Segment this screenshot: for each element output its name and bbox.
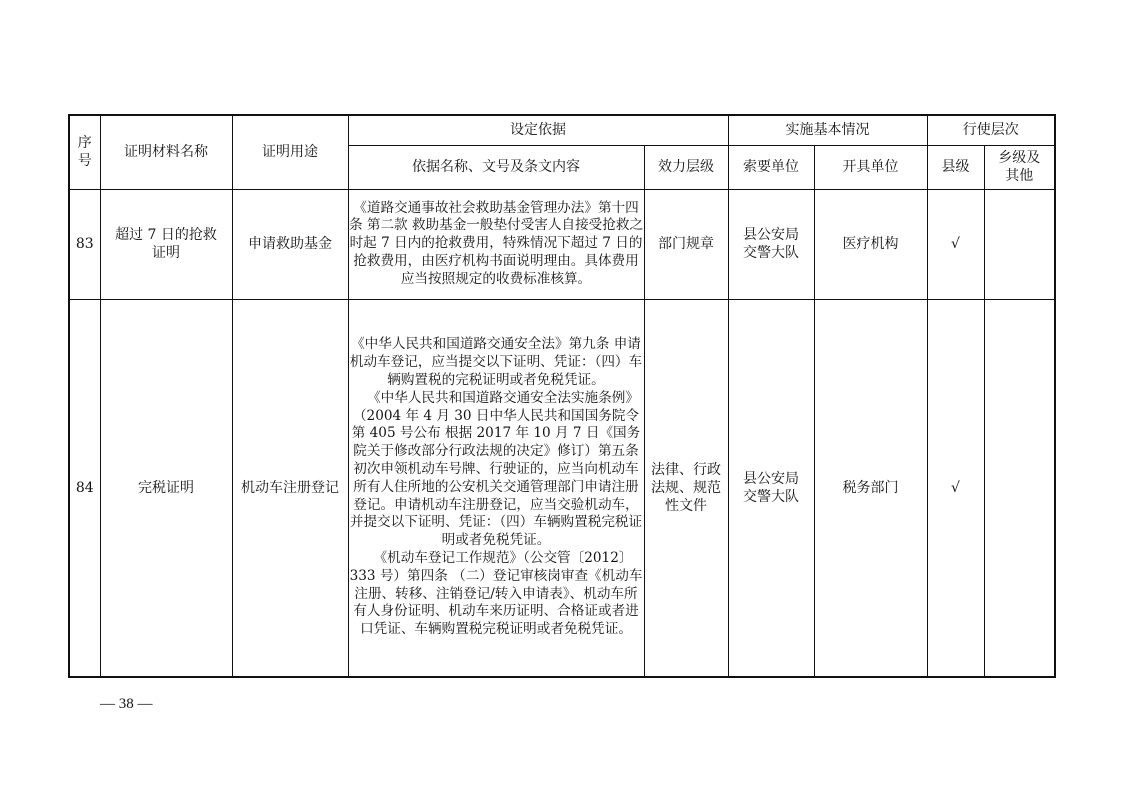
row-requesting-unit: 县公安局交警大队 [728, 299, 814, 677]
header-name: 证明材料名称 [100, 115, 232, 189]
row-basis [348, 189, 644, 299]
basis-paragraph: 《道路交通事故社会救助基金管理办法》第十四条 第二款 救助基金一般垫付受害人自接受抢救之时起 7 日内的抢救费用，特殊情况下超过 7 日的抢救费用，由医疗机构书面说明理由。具体费用应当按照规定的收费标准核算。 [348, 199, 644, 287]
header-level-group: 行使层次 [927, 115, 1055, 145]
header-issuing-unit: 开具单位 [814, 145, 927, 189]
row-issuing-unit: 医疗机构 [814, 189, 927, 299]
row-name: 超过 7 日的抢救证明 [100, 189, 232, 299]
table-row [69, 299, 1055, 677]
row-township [984, 189, 1055, 299]
header-basis-group: 设定依据 [348, 115, 728, 145]
row-county-check: √ [927, 299, 984, 677]
header-township: 乡级及其他 [984, 145, 1055, 189]
table-row [69, 189, 1055, 299]
row-county-check: √ [927, 189, 984, 299]
row-issuing-unit: 税务部门 [814, 299, 927, 677]
row-force-level: 法律、行政法规、规范性文件 [644, 299, 728, 677]
certificate-table [68, 114, 1056, 678]
header-requesting-unit: 索要单位 [728, 145, 814, 189]
row-force-level: 部门规章 [644, 189, 728, 299]
row-requesting-unit: 县公安局交警大队 [728, 189, 814, 299]
row-basis [348, 299, 644, 677]
basis-paragraph: 《中华人民共和国道路交通安全法》第九条 申请机动车登记，应当提交以下证明、凭证：（四）车辆购置税的完税证明或者免税凭证。 [349, 336, 643, 389]
header-basis-content: 依据名称、文号及条文内容 [348, 145, 644, 189]
basis-paragraph: 《中华人民共和国道路交通安全法实施条例》（2004 年 4 月 30 日中华人民共和国国务院令第 405 号公布 根据 2017 年 10 月 7 日《国务院关于修改部分行政法规的决定》修订）第五条 初次申领机动车号牌、行驶证的，应当向机动车所有人住所地的公安机关交通管理部门申请注册登记。申请机动车注册登记，应当交验机动车，并提交以下证明、凭证：（四）车辆购置税完税证明或者免税凭证。 [349, 389, 643, 549]
row-seq: 84 [69, 299, 100, 677]
basis-paragraph: 《机动车登记工作规范》（公交管〔2012〕333 号）第四条 （二）登记审核岗审查《机动车注册、转移、注销登记/转入申请表》、机动车所有人身份证明、机动车来历证明、合格证或者进口凭证、车辆购置税完税证明或者免税凭证。 [349, 550, 643, 638]
header-row-1 [69, 115, 1055, 145]
header-purpose: 证明用途 [232, 115, 348, 189]
row-purpose: 申请救助基金 [232, 189, 348, 299]
row-name: 完税证明 [100, 299, 232, 677]
header-impl-group: 实施基本情况 [728, 115, 927, 145]
row-seq: 83 [69, 189, 100, 299]
header-force-level: 效力层级 [644, 145, 728, 189]
header-county: 县级 [927, 145, 984, 189]
header-seq: 序 号 [69, 115, 100, 189]
row-purpose: 机动车注册登记 [232, 299, 348, 677]
row-township [984, 299, 1055, 677]
page-number: — 38 — [100, 696, 153, 712]
